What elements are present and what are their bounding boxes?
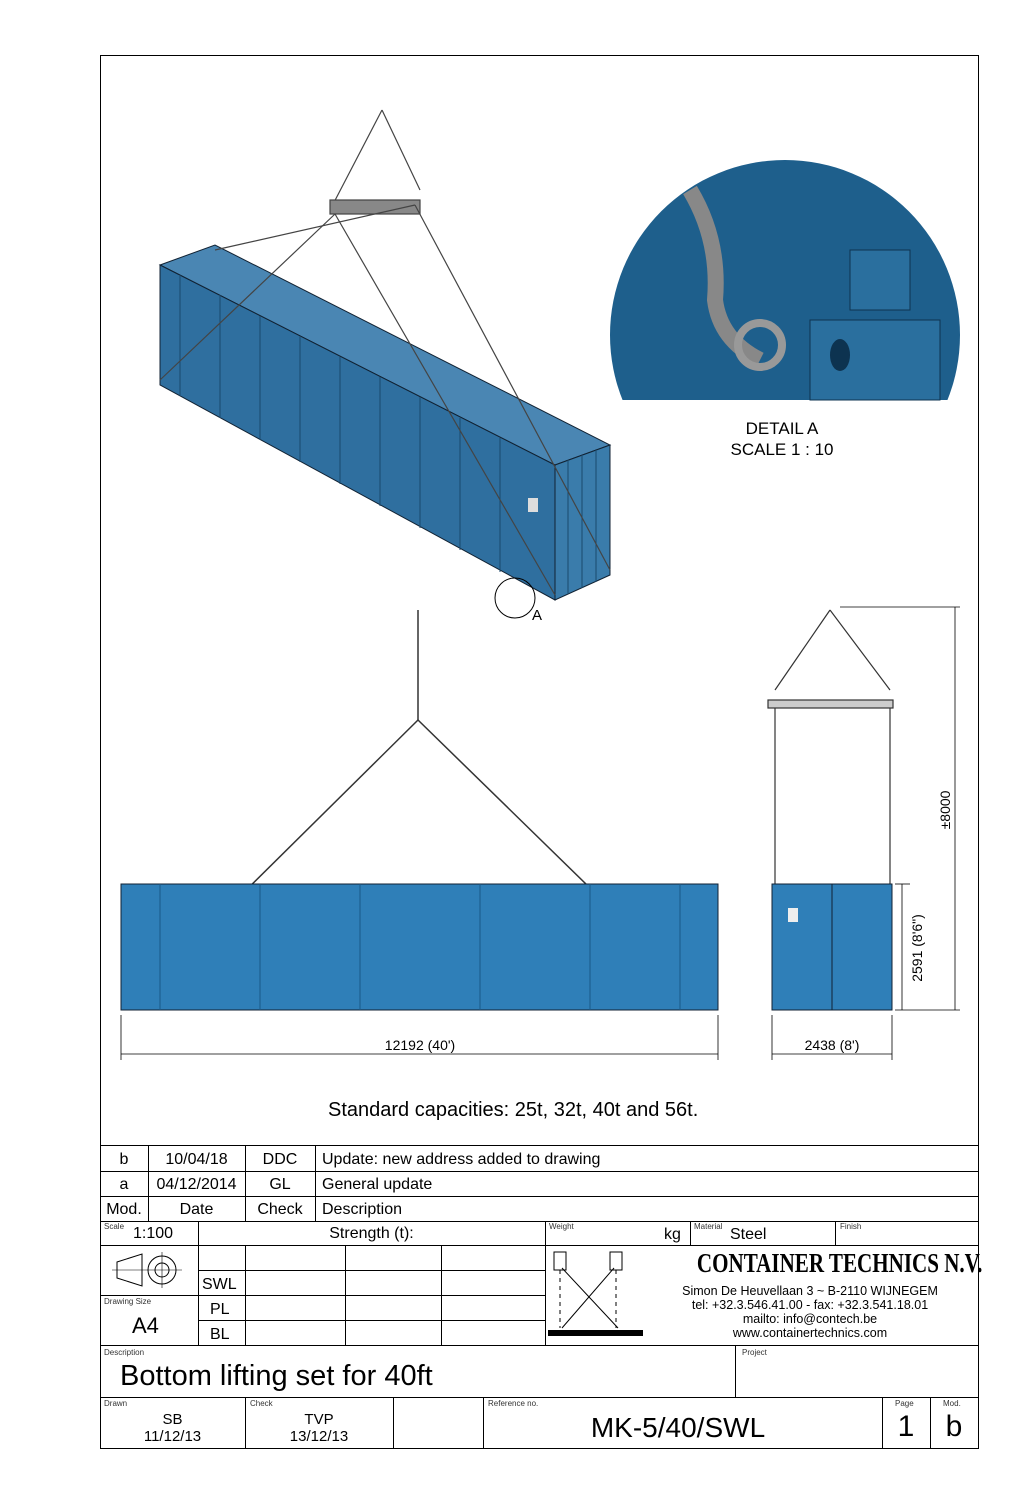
check-label: Check bbox=[250, 1399, 273, 1408]
material-label: Material bbox=[694, 1222, 723, 1231]
rev-mod: a bbox=[119, 1176, 129, 1193]
scale-label: Scale bbox=[104, 1222, 125, 1231]
detail-a-view bbox=[600, 160, 970, 400]
row-bl: BL bbox=[210, 1326, 230, 1343]
strength-label: Strength (t): bbox=[329, 1225, 414, 1242]
weight-unit: kg bbox=[664, 1226, 681, 1243]
capacities-note: Standard capacities: 25t, 32t, 40t and 56t. bbox=[328, 1099, 699, 1121]
drawing-description: Bottom lifting set for 40ft bbox=[120, 1360, 433, 1392]
row-pl: PL bbox=[210, 1301, 230, 1318]
side-view-container bbox=[121, 610, 718, 1010]
company-address: Simon De Heuvellaan 3 ~ B-2110 WIJNEGEM bbox=[682, 1284, 938, 1298]
description-label: Description bbox=[104, 1348, 145, 1357]
reference-number: MK-5/40/SWL bbox=[590, 1412, 766, 1443]
page-label: Page bbox=[895, 1399, 914, 1408]
company-website[interactable]: www.containertechnics.com bbox=[732, 1326, 888, 1340]
company-phone: tel: +32.3.546.41.00 - fax: +32.3.541.18.01 bbox=[691, 1298, 929, 1312]
project-label: Project bbox=[742, 1348, 767, 1357]
detail-marker: A bbox=[532, 607, 543, 624]
reference-label: Reference no. bbox=[488, 1399, 539, 1408]
dimension-width: 2438 (8') bbox=[804, 1037, 860, 1053]
header-mod: Mod. bbox=[106, 1201, 142, 1218]
rev-check: DDC bbox=[262, 1151, 298, 1168]
material-value: Steel bbox=[730, 1226, 767, 1243]
rev-description: General update bbox=[322, 1176, 433, 1193]
weight-label: Weight bbox=[549, 1222, 574, 1231]
page-number: 1 bbox=[897, 1410, 915, 1443]
header-date: Date bbox=[179, 1201, 214, 1218]
end-view-container bbox=[768, 610, 893, 1010]
detail-label: DETAIL A bbox=[745, 419, 819, 438]
finish-label: Finish bbox=[840, 1222, 862, 1231]
checked-by: TVP bbox=[304, 1411, 334, 1428]
dimension-height: 2591 (8'6") bbox=[909, 914, 925, 982]
drawing-size: A4 bbox=[132, 1313, 159, 1338]
header-check: Check bbox=[257, 1201, 303, 1218]
rev-check: GL bbox=[269, 1176, 291, 1193]
rev-date: 10/04/18 bbox=[165, 1151, 228, 1168]
drawn-date: 11/12/13 bbox=[143, 1428, 202, 1445]
company-name: CONTAINER TECHNICS N.V. bbox=[696, 1248, 983, 1278]
rev-date: 04/12/2014 bbox=[156, 1176, 237, 1193]
rev-mod: b bbox=[119, 1151, 129, 1168]
rev-description: Update: new address added to drawing bbox=[322, 1151, 601, 1168]
dimension-total-height: ±8000 bbox=[937, 790, 953, 830]
drawn-label: Drawn bbox=[104, 1399, 128, 1408]
mod-label: Mod. bbox=[943, 1399, 961, 1408]
scale-value: 1:100 bbox=[133, 1225, 174, 1242]
detail-scale: SCALE 1 : 10 bbox=[730, 440, 834, 459]
drawn-by: SB bbox=[162, 1411, 183, 1428]
isometric-container-view bbox=[160, 110, 610, 618]
row-swl: SWL bbox=[202, 1276, 237, 1293]
projection-symbol-icon bbox=[112, 1250, 187, 1290]
company-email[interactable]: mailto: info@contech.be bbox=[742, 1312, 878, 1326]
header-description: Description bbox=[322, 1201, 403, 1218]
dimension-length: 12192 (40') bbox=[384, 1037, 456, 1053]
drawing-size-label: Drawing Size bbox=[104, 1297, 152, 1306]
checked-date: 13/12/13 bbox=[289, 1428, 349, 1445]
mod-value: b bbox=[945, 1410, 963, 1443]
company-logo-icon bbox=[548, 1248, 648, 1342]
